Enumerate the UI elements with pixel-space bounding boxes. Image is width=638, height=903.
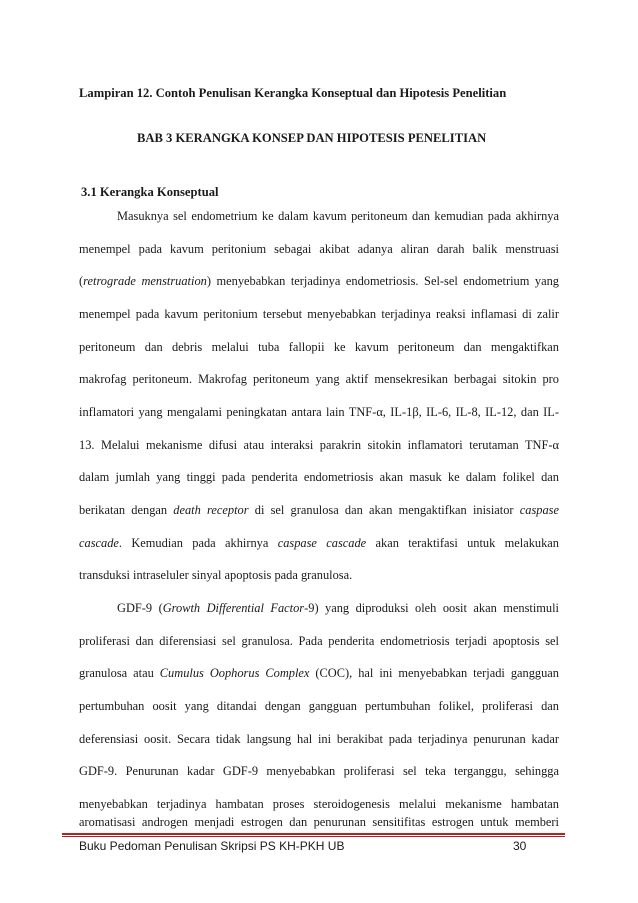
text-line: menempel pada kavum peritonium sebagai akibat adanya aliran darah balik menstruasi [79,242,559,256]
page-number: 30 [513,839,527,853]
text-line: pertumbuhan oosit yang ditandai dengan gangguan pertumbuhan folikel, proliferasi dan [79,699,559,713]
text-line: (retrograde menstruation) menyebabkan terjadinya endometriosis. Sel-sel endometrium yang [79,274,559,288]
text-line: granulosa atau Cumulus Oophorus Complex (COC), hal ini menyebabkan terjadi gangguan [79,666,559,680]
italic-term: caspase [519,503,559,517]
italic-term: retrograde menstruation [83,274,207,288]
footer-divider [62,833,565,835]
text-line: Masuknya sel endometrium ke dalam kavum peritoneum dan kemudian pada akhirnya [117,209,559,223]
text-line: GDF-9. Penurunan kadar GDF-9 menyebabkan proliferasi sel teka terganggu, sehingga [79,764,559,778]
text-line: menyebabkan terjadinya hambatan proses steroidogenesis melalui mekanisme hambatan [79,797,559,811]
footer-text: Buku Pedoman Penulisan Skripsi PS KH-PKH UB [79,839,345,853]
italic-term: Growth Differential Factor [162,601,305,615]
text-line: menempel pada kavum peritonium tersebut menyebabkan terjadinya reaksi inflamasi di zalir [79,307,559,321]
text-line: transduksi intraseluler sinyal apoptosis pada granulosa. [79,568,353,582]
text-line: dalam jumlah yang tinggi pada penderita endometriosis akan masuk ke dalam folikel dan [79,470,559,484]
appendix-title: Lampiran 12. Contoh Penulisan Kerangka Konseptual dan Hipotesis Penelitian [79,86,507,100]
italic-term: death receptor [173,503,249,517]
footer-divider-thin [62,836,565,837]
italic-term: caspase cascade [277,536,367,550]
text-line: proliferasi dan diferensiasi sel granulosa. Pada penderita endometriosis terjadi apoptosis sel [79,634,559,648]
text-line: inflamatori yang mengalami peningkatan antara lain TNF-α, IL-1β, IL-6, IL-8, IL-12, dan IL- [79,405,559,419]
italic-term: cascade [79,536,119,550]
text-line: berikatan dengan death receptor di sel granulosa dan akan mengaktifkan inisiator caspase [79,503,559,517]
text-line: 13. Melalui mekanisme difusi atau interaksi parakrin sitokin inflamatori terutaman TNF-α [79,438,559,452]
italic-term: Cumulus Oophorus Complex [159,666,310,680]
text-line: GDF-9 (Growth Differential Factor-9) yang diproduksi oleh oosit akan menstimuli [117,601,560,615]
text-line: deferensiasi oosit. Secara tidak langsung hal ini berakibat pada terjadinya penurunan kadar [79,732,559,746]
text-line: cascade. Kemudian pada akhirnya caspase cascade akan teraktifasi untuk melakukan [79,536,560,550]
text-line: aromatisasi androgen menjadi estrogen dan penurunan sensitifitas estrogen untuk memberi [79,815,559,829]
text-line: makrofag peritoneum. Makrofag peritoneum yang aktif mensekresikan berbagai sitokin pro [79,372,559,386]
text-line: peritoneum dan debris melalui tuba fallopii ke kavum peritoneum dan mengaktifkan [79,340,559,354]
chapter-title: BAB 3 KERANGKA KONSEP DAN HIPOTESIS PENELITIAN [137,131,487,145]
section-title: 3.1 Kerangka Konseptual [81,185,219,199]
